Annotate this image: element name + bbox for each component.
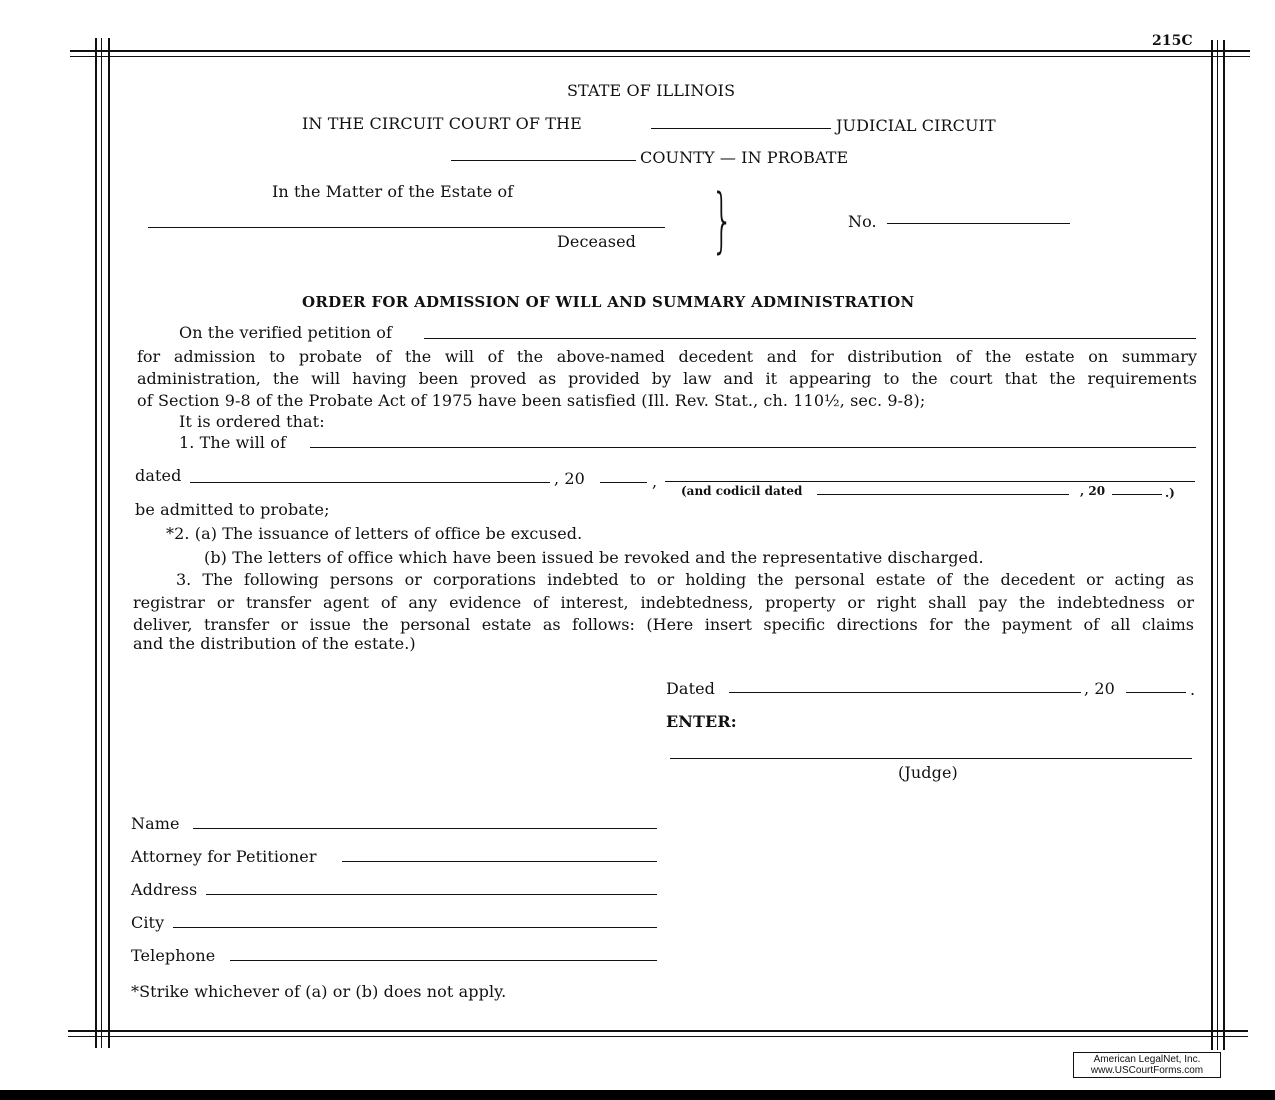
will-date-field[interactable]	[190, 482, 550, 483]
right-border-inner	[1217, 40, 1218, 1050]
will-extra-field[interactable]	[665, 481, 1195, 482]
attorney-name-field[interactable]	[193, 828, 657, 829]
codicil-date-field[interactable]	[817, 494, 1069, 495]
will-year-field[interactable]	[600, 482, 647, 483]
address-label: Address	[131, 880, 198, 899]
case-number-field[interactable]	[887, 223, 1070, 224]
address-field[interactable]	[206, 894, 657, 895]
codicil-year-prefix: , 20	[1080, 484, 1106, 498]
order-title: ORDER FOR ADMISSION OF WILL AND SUMMARY ADMINISTRATION	[302, 293, 915, 311]
judge-label: (Judge)	[898, 763, 958, 782]
enter-label: ENTER:	[666, 712, 737, 731]
item-3-line-4: and the distribution of the estate.)	[133, 634, 416, 653]
signature-dated-label: Dated	[666, 679, 716, 698]
will-date-comma: ,	[652, 472, 658, 491]
attorney-for-label: Attorney for Petitioner	[131, 847, 317, 866]
county-field[interactable]	[451, 160, 636, 161]
telephone-label: Telephone	[131, 946, 216, 965]
city-label: City	[131, 913, 165, 932]
item-3-line-1: 3. The following persons or corporations indebted to or holding the personal estate of the decedent or acting as	[176, 570, 1194, 589]
petitioner-field[interactable]	[424, 338, 1196, 339]
court-prefix: IN THE CIRCUIT COURT OF THE	[302, 114, 582, 133]
item-2b: (b) The letters of office which have been issued be revoked and the representative discharged.	[204, 548, 984, 567]
deceased-label: Deceased	[557, 232, 636, 251]
caption-brace: }	[711, 179, 734, 261]
will-of-field[interactable]	[310, 447, 1196, 448]
signature-period: .	[1190, 680, 1196, 699]
left-border-inner2	[108, 38, 110, 1048]
attorney-name-label: Name	[131, 814, 180, 833]
form-id: 215C	[1152, 33, 1193, 49]
scan-edge	[0, 1090, 1275, 1100]
city-field[interactable]	[173, 927, 657, 928]
codicil-close: .)	[1165, 486, 1175, 500]
state-heading: STATE OF ILLINOIS	[567, 81, 736, 100]
signature-year-prefix: , 20	[1084, 679, 1115, 698]
ordered-label: It is ordered that:	[179, 412, 325, 431]
decedent-name-field[interactable]	[148, 227, 665, 228]
item-3-line-2: registrar or transfer agent of any evidence of interest, indebtedness, property or right shall pay the indebtedness or	[133, 593, 1194, 612]
attorney-for-field[interactable]	[342, 861, 657, 862]
judicial-circuit-field[interactable]	[651, 128, 831, 129]
court-suffix: JUDICIAL CIRCUIT	[836, 116, 996, 135]
left-border	[95, 38, 97, 1048]
codicil-label: (and codicil dated	[681, 484, 803, 498]
bottom-rule-inner	[68, 1036, 1248, 1037]
admitted-line: be admitted to probate;	[135, 500, 330, 519]
telephone-field[interactable]	[230, 960, 657, 961]
paragraph-line-3: of Section 9-8 of the Probate Act of 1975 have been satisfied (Ill. Rev. Stat., ch. 110½, sec. 9-8);	[137, 391, 926, 410]
top-rule-inner	[70, 56, 1250, 57]
signature-date-field[interactable]	[729, 692, 1081, 693]
paragraph-line-1: for admission to probate of the will of the above-named decedent and for distribution of the estate on summary	[137, 347, 1197, 366]
right-border-inner2	[1223, 40, 1225, 1050]
paragraph-line-2: administration, the will having been proved as provided by law and it appearing to the court that the requirements	[137, 369, 1197, 388]
item-2a: *2. (a) The issuance of letters of office be excused.	[166, 524, 583, 543]
codicil-year-field[interactable]	[1112, 494, 1162, 495]
estate-matter-label: In the Matter of the Estate of	[272, 182, 514, 201]
right-border	[1211, 40, 1213, 1050]
stamp-line-2: www.USCourtForms.com	[1090, 1065, 1204, 1076]
will-year-prefix: , 20	[554, 469, 585, 488]
county-heading: COUNTY — IN PROBATE	[640, 148, 849, 167]
publisher-stamp	[1073, 1052, 1221, 1078]
bottom-rule	[68, 1030, 1248, 1032]
dated-label: dated	[135, 466, 182, 485]
left-border-inner	[101, 38, 102, 1048]
signature-year-field[interactable]	[1126, 692, 1186, 693]
stamp-line-1: American LegalNet, Inc.	[1093, 1054, 1201, 1065]
case-number-label: No.	[848, 212, 877, 231]
top-rule	[70, 50, 1250, 52]
item-3-line-3: deliver, transfer or issue the personal estate as follows: (Here insert specific directions for the payment of all claims	[133, 615, 1194, 634]
judge-signature-field[interactable]	[670, 758, 1192, 759]
petition-prefix: On the verified petition of	[179, 323, 392, 342]
item-1-label: 1. The will of	[179, 433, 286, 452]
footnote: *Strike whichever of (a) or (b) does not apply.	[131, 982, 507, 1001]
